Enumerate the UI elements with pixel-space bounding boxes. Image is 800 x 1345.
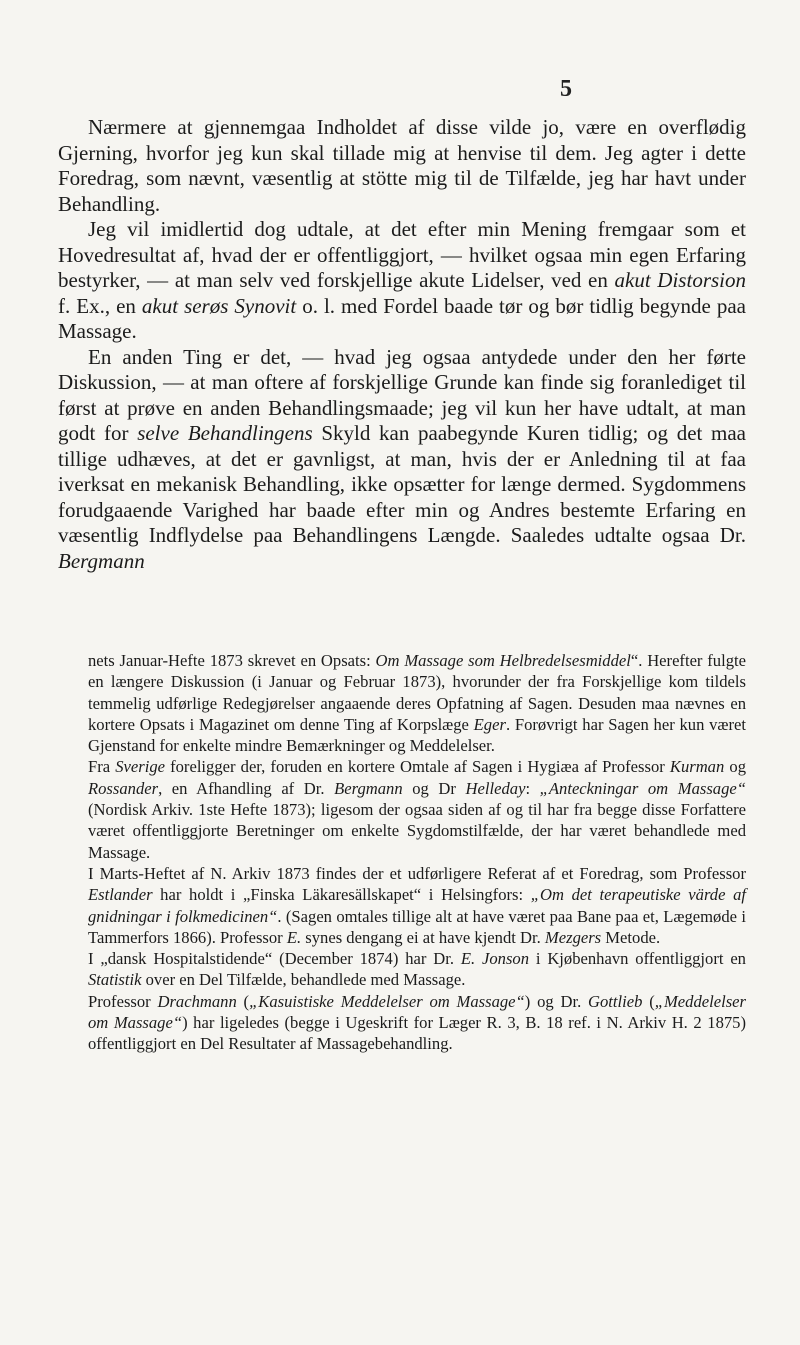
footnote-3: I Marts-Heftet af N. Arkiv 1873 findes der et udførligere Referat af et Foredrag, som Professor Estlander har holdt i „Finska Läkaresällskapet“ i Helsingfors: „Om det terapeutiske värde af gnidningar i folkmedicinen“. (Sagen omtales tillige alt at have været paa Bane paa et, Lægemøde i Tammerfors 1866). Professor E. synes dengang ei at have kjendt Dr. Mezgers Metode. — [88, 863, 746, 947]
footnote-1: nets Januar-Hefte 1873 skrevet en Opsats: Om Massage som Helbredelsesmiddel“. Herefter fulgte en længere Diskussion (i Januar og Februar 1873), hvorunder der fra Forskjellige kom tildels temmelig udførlige Redegjørelser angaaende deres Opfatning af Sagen. Desuden maa nævnes en kortere Opsats i Magazinet om denne Ting af Korpslæge Eger. Forøvrigt har Sagen her kun været Gjenstand for enkelte mindre Bemærkninger og Meddelelser. — [88, 651, 746, 756]
footnote-4: I „dansk Hospitalstidende“ (December 1874) har Dr. E. Jonson i Kjøbenhavn offentliggjort en Statistik over en Del Tilfælde, behandlede med Massage. — [88, 949, 746, 990]
paragraph-2: Jeg vil imidlertid dog udtale, at det efter min Mening fremgaar som et Hovedresultat af, hvad der er offentliggjort, — hvilket ogsaa min egen Erfaring bestyrker, — at man selv ved forskjellige akute Lidelser, ved en akut Distorsion f. Ex., en akut serøs Synovit o. l. med Fordel baade tør og bør tidlig begynde paa Massage. — [58, 217, 746, 343]
footnote-5: Professor Drachmann („Kasuistiske Meddelelser om Massage“) og Dr. Gottlieb („Meddelelser om Massage“) har ligeledes (begge i Ugeskrift for Læger R. 3, B. 18 ref. i N. Arkiv H. 2 1875) offentliggjort en Del Resultater af Massagebehandling. — [88, 991, 746, 1054]
main-text — [58, 115, 746, 574]
footnotes — [88, 650, 746, 1055]
page-number: 5 — [560, 76, 572, 102]
paragraph-1: Nærmere at gjennemgaa Indholdet af disse vilde jo, være en overflødig Gjerning, hvorfor jeg kun skal tillade mig at henvise til dem. Jeg agter i dette Foredrag, som nævnt, væsentlig at stötte mig til de Tilfælde, jeg har havt under Behandling. — [58, 115, 746, 216]
footnote-2: Fra Sverige foreligger der, foruden en kortere Omtale af Sagen i Hygiæa af Professor Kurman og Rossander, en Afhandling af Dr. Bergmann og Dr Helleday: „Anteckningar om Massage“ (Nordisk Arkiv. 1ste Hefte 1873); ligesom der ogsaa siden af og til har fra begge disse Forfattere været offentliggjorte Beretninger om enkelte Sygdomstilfælde, der har været behandlede med Massage. — [88, 757, 746, 862]
paragraph-3: En anden Ting er det, — hvad jeg ogsaa antydede under den her førte Diskussion, — at man oftere af forskjellige Grunde kan finde sig foranlediget til først at prøve en anden Behandlingsmaade; jeg vil kun her have udtalt, at man godt for selve Behandlingens Skyld kan paabegynde Kuren tidlig; og det maa tillige udhæves, at det er gavnligst, at man, hvis der er Anledning til at faa iverksat en mekanisk Behandling, ikke opsætter for længe dermed. Sygdommens forudgaaende Varighed har baade efter min og Andres bestemte Erfaring en væsentlig Indflydelse paa Behandlingens Længde. Saaledes udtalte ogsaa Dr. Bergmann — [58, 344, 747, 573]
